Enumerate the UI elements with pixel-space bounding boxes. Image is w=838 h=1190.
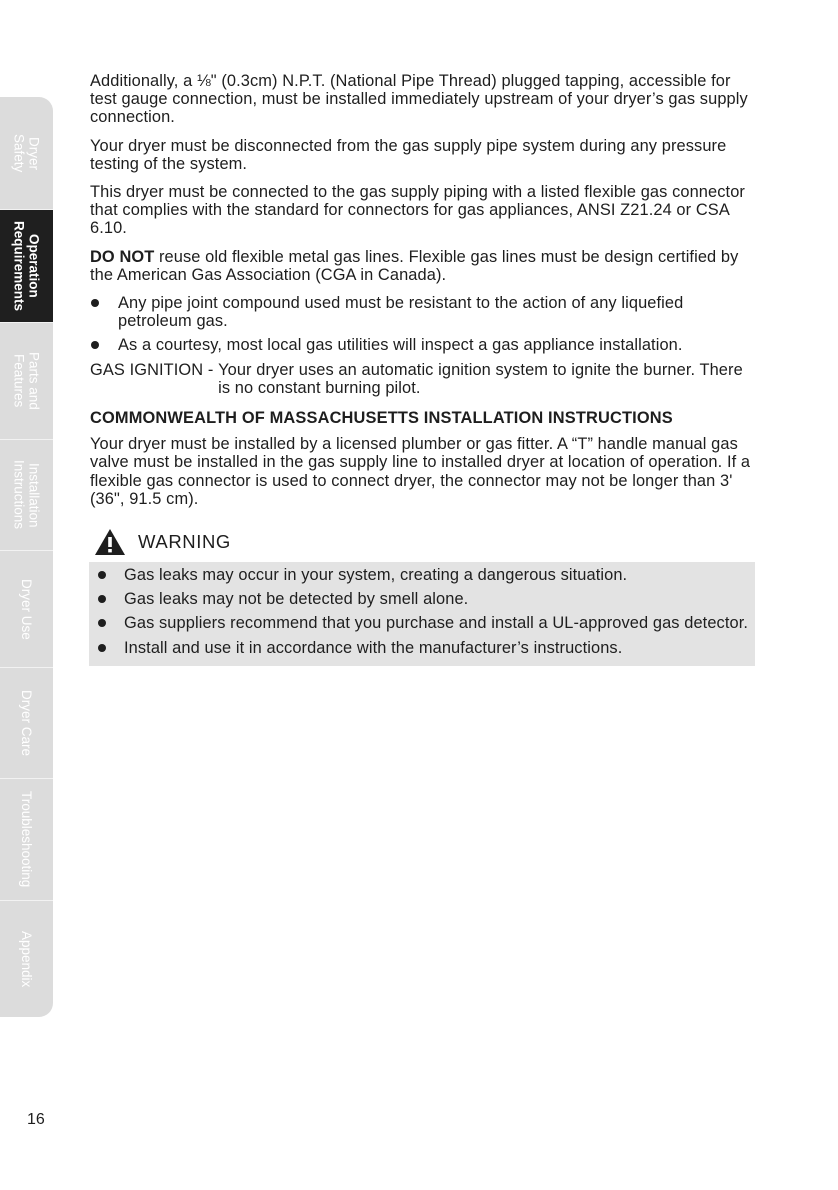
gas-ignition-note <box>90 361 755 397</box>
list-item: Gas leaks may occur in your system, creating a dangerous situation. <box>89 566 755 584</box>
warning-header <box>94 528 755 556</box>
warning-list <box>89 566 755 657</box>
bullet-dot-icon <box>91 299 99 307</box>
massachusetts-heading: COMMONWEALTH OF MASSACHUSETTS INSTALLATION INSTRUCTIONS <box>90 409 673 428</box>
warning-triangle-icon <box>94 528 126 556</box>
list-item: As a courtesy, most local gas utilities will inspect a gas appliance installation. <box>90 336 755 354</box>
do-not-emphasis: DO NOT <box>90 247 155 266</box>
gas-ignition-text: Your dryer uses an automatic ignition system to ignite the burner. There is no constant burning pilot. <box>218 360 743 397</box>
disconnect-paragraph: Your dryer must be disconnected from the gas supply pipe system during any pressure testing of the system. <box>90 136 727 173</box>
list-item: Any pipe joint compound used must be resistant to the action of any liquefied petroleum gas. <box>90 294 755 330</box>
tab-dryer-safety[interactable]: Dryer Safety <box>0 97 53 210</box>
tab-troubleshooting[interactable]: Troubleshooting <box>0 779 53 901</box>
gas-ignition-label: GAS IGNITION - <box>90 360 219 379</box>
list-item: Gas leaks may not be detected by smell alone. <box>89 590 755 608</box>
tab-dryer-care[interactable]: Dryer Care <box>0 668 53 779</box>
bullet-dot-icon <box>91 341 99 349</box>
list-item: Install and use it in accordance with the manufacturer’s instructions. <box>89 639 755 657</box>
bullet-dot-icon <box>98 619 106 627</box>
warning-title: WARNING <box>138 530 231 552</box>
tab-dryer-use[interactable]: Dryer Use <box>0 551 53 668</box>
tapping-paragraph: Additionally, a ⅛" (0.3cm) N.P.T. (National Pipe Thread) plugged tapping, accessible for test gauge connection, must be installed immediately upstream of your dryer’s gas supply connection. <box>90 72 748 127</box>
tab-operation-requirements[interactable]: Operation Requirements <box>0 210 53 323</box>
tab-installation-instructions[interactable]: Installation Instructions <box>0 440 53 551</box>
section-tabs <box>0 97 53 1017</box>
page-number: 16 <box>27 1111 45 1128</box>
bullet-dot-icon <box>98 595 106 603</box>
warning-box <box>89 562 755 666</box>
connector-paragraph: This dryer must be connected to the gas supply piping with a listed flexible gas connector that complies with the standard for connectors for gas appliances, ANSI Z21.24 or CSA 6.10. <box>90 183 745 238</box>
bullet-dot-icon <box>98 644 106 652</box>
massachusetts-paragraph: Your dryer must be installed by a licensed plumber or gas fitter. A “T” handle manual gas valve must be installed in the gas supply line to installed dryer at location of operation. If a flexible gas connector is used to connect dryer, the connector may not be longer than 3' (36", 91.5 cm). <box>90 435 751 508</box>
list-item: Gas suppliers recommend that you purchase and install a UL-approved gas detector. <box>89 614 755 632</box>
tab-appendix[interactable]: Appendix <box>19 930 34 988</box>
tab-parts-and-features[interactable]: Parts and Features <box>0 323 53 440</box>
gas-bullet-list <box>90 294 755 355</box>
reuse-paragraph-text: reuse old flexible metal gas lines. Flexible gas lines must be design certified by the American Gas Association (CGA in Canada). <box>90 247 739 284</box>
reuse-paragraph <box>90 248 755 284</box>
bullet-dot-icon <box>98 571 106 579</box>
page-content <box>90 72 755 666</box>
